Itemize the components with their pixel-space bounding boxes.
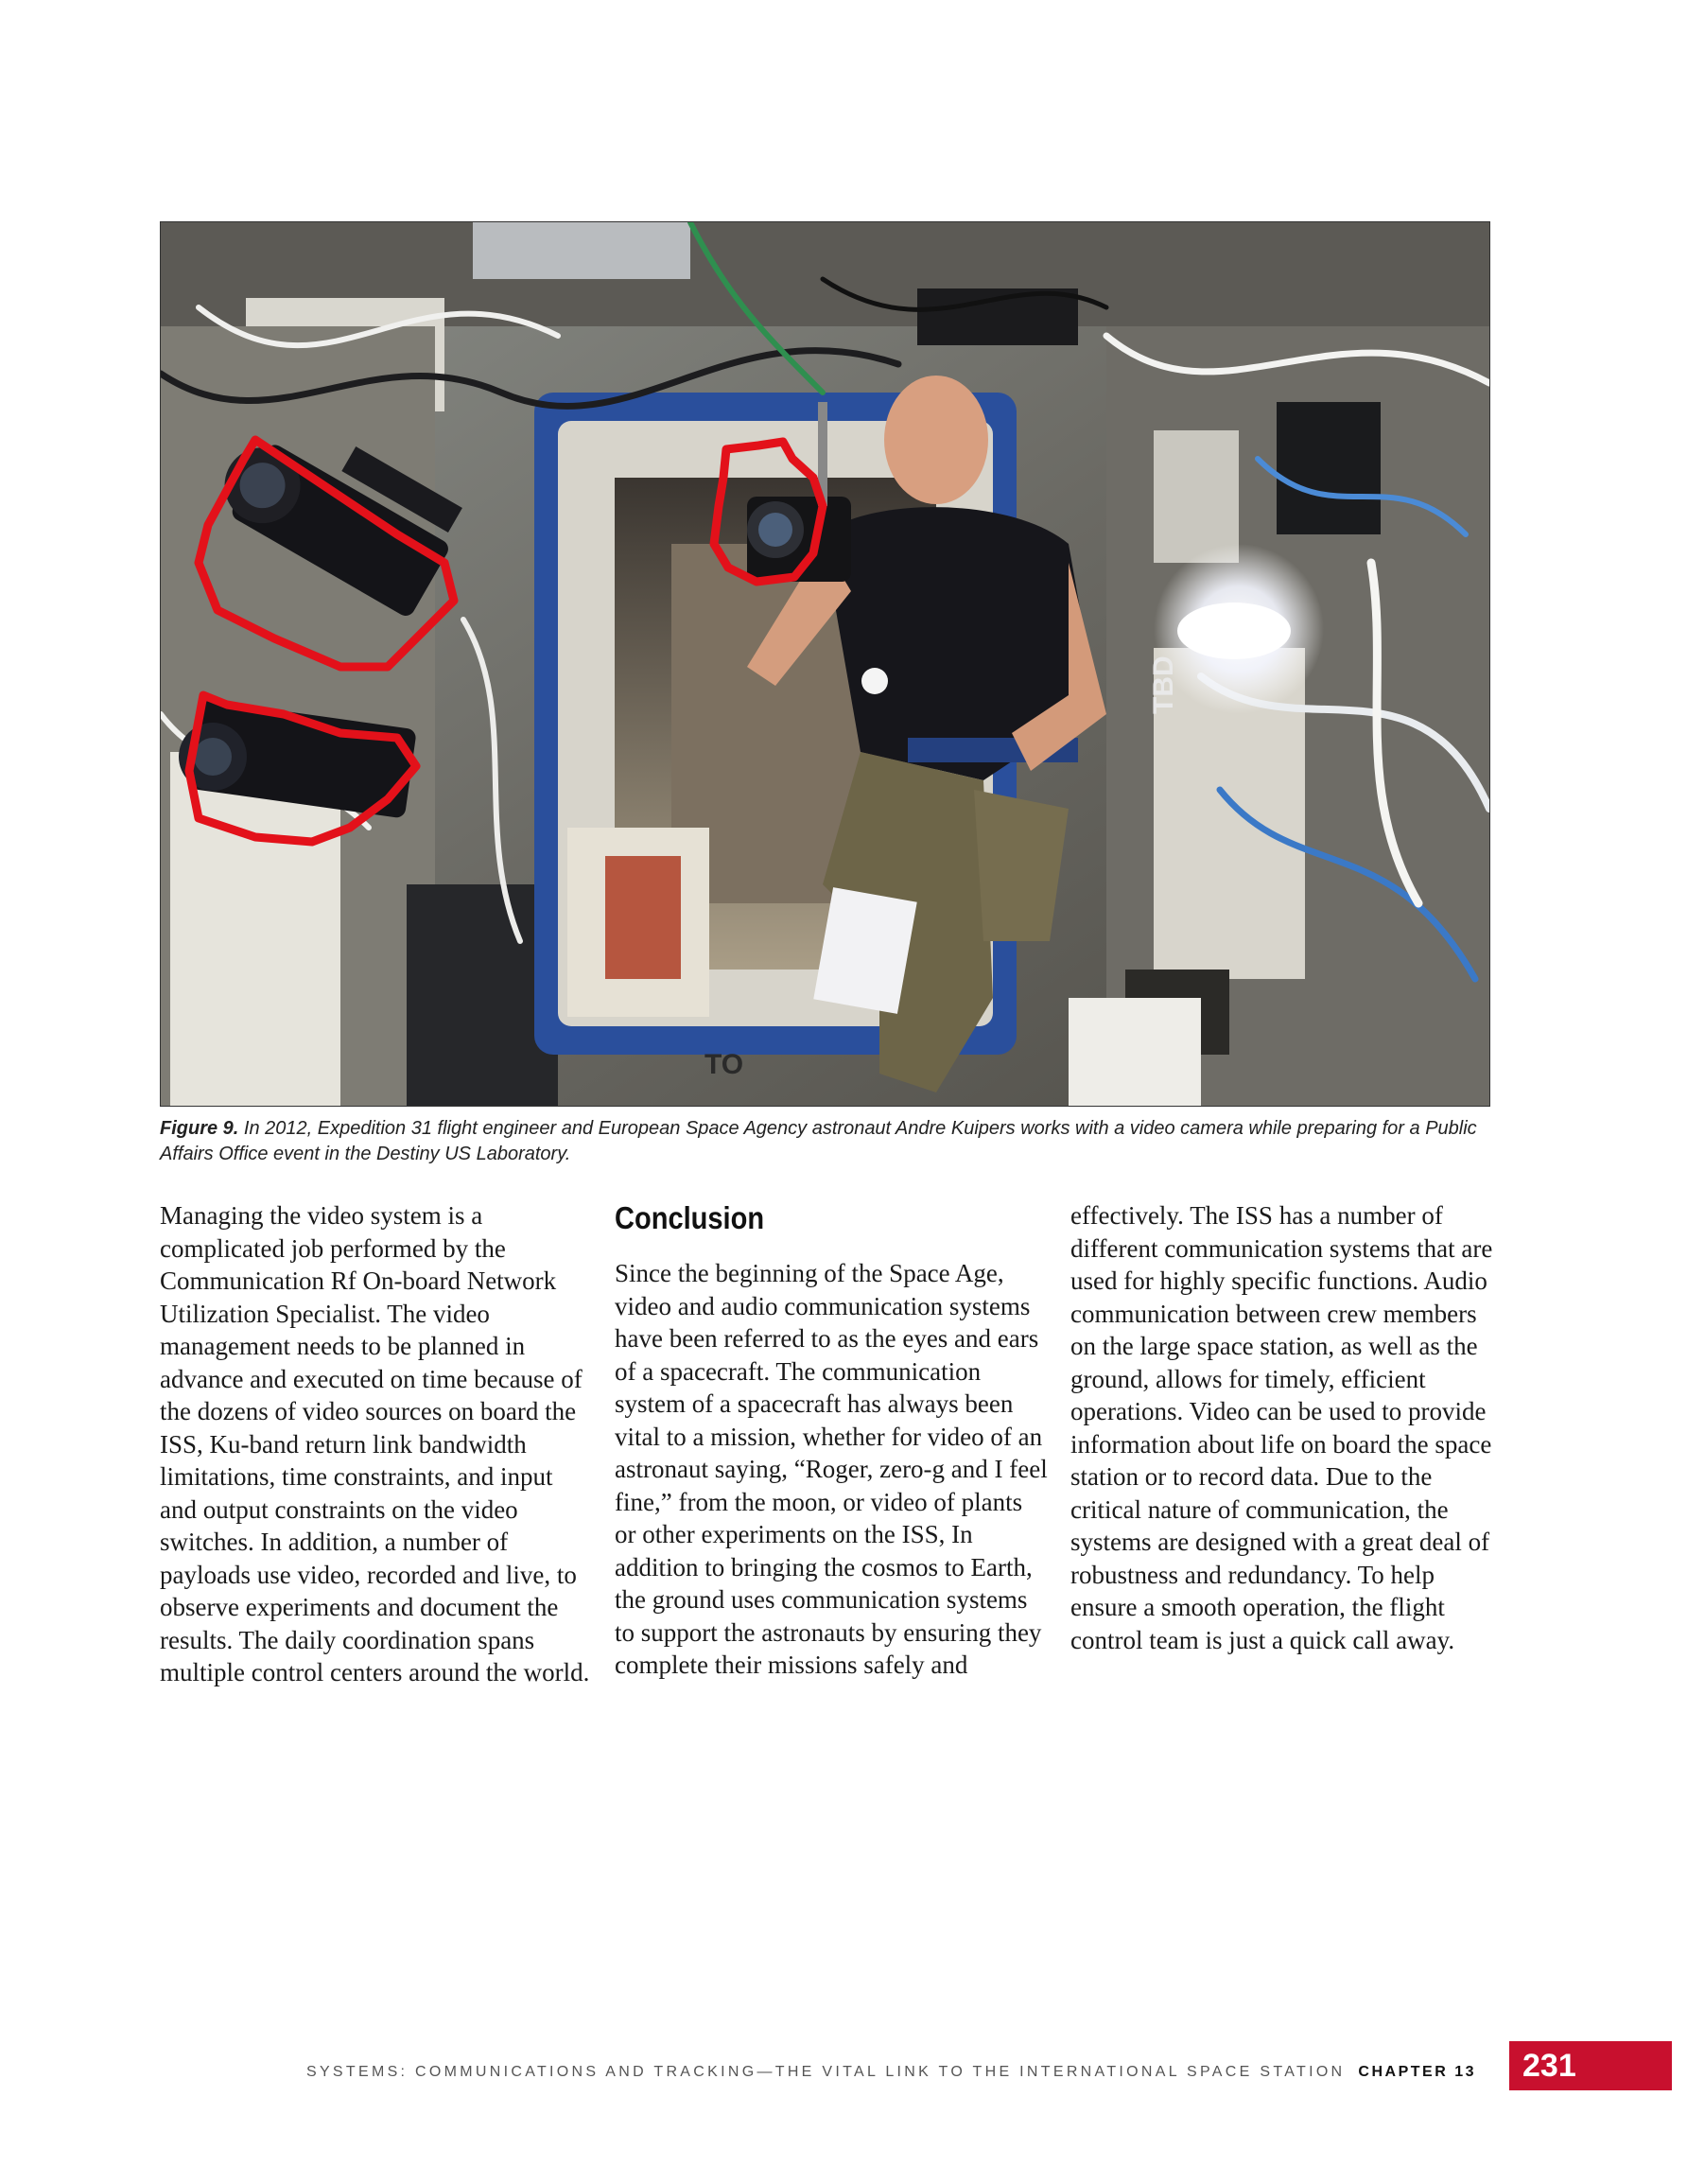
figure-caption bbox=[160, 1116, 1488, 1167]
body-column-1 bbox=[160, 1199, 595, 1689]
column-2-text: Since the beginning of the Space Age, video and audio communication systems have been referred to as the eyes and ears of a spacecraft. The communication system of a spacecraft has always been vital to a mission, whether for video of an astronaut saying, “Roger, zero-g and I feel fine,” from the moon, or video of plants or other experiments on the ISS, In addition to bringing the cosmos to Earth, the ground uses communication systems to support the astronauts by ensuring they complete their missions safely and bbox=[615, 1259, 1048, 1679]
body-column-2 bbox=[615, 1199, 1050, 1682]
to-label: TO bbox=[704, 1049, 744, 1080]
column-3-text: effectively. The ISS has a number of different communication systems that are used for highly specific functions. Audio communication between crew members on the large space station, as well as the ground, allows for timely, efficient operations. Video can be used to provide information about life on board the space station or to record data. Due to the critical nature of communication, the systems are designed with a great deal of robustness and redundancy. To help ensure a smooth operation, the flight control team is just a quick call away. bbox=[1070, 1201, 1493, 1654]
running-title: SYSTEMS: COMMUNICATIONS AND TRACKING—THE VITAL LINK TO THE INTERNATIONAL SPACE STATION bbox=[305, 2064, 1346, 2080]
body-column-3 bbox=[1070, 1199, 1505, 1656]
iss-lab-photo bbox=[161, 222, 1489, 1106]
tbd-label: TBD bbox=[1148, 655, 1179, 714]
running-footer bbox=[306, 2058, 1476, 2087]
conclusion-heading: Conclusion bbox=[615, 1200, 765, 1235]
column-1-text: Managing the video system is a complicated job performed by the Communication Rf On-board Network Utilization Specialist. The video management needs to be planned in advance and executed on time because of the dozens of video sources on board the ISS, Ku-band return link bandwidth limitations, time constraints, and input and output constraints on the video switches. In addition, a number of payloads use video, recorded and live, to observe experiments and document the results. The daily coordination spans multiple control centers around the world. bbox=[160, 1201, 590, 1686]
page-number: 231 bbox=[1509, 2041, 1672, 2090]
chapter-label: CHAPTER 13 bbox=[1358, 2064, 1476, 2080]
figure-caption-text: In 2012, Expedition 31 flight engineer and European Space Agency astronaut Andre Kuipers works with a video camera while preparing for a Public Affairs Office event in the Destiny US Laboratory. bbox=[160, 1118, 1477, 1164]
figure-label: Figure 9. bbox=[160, 1118, 239, 1139]
figure-photo bbox=[160, 221, 1490, 1107]
